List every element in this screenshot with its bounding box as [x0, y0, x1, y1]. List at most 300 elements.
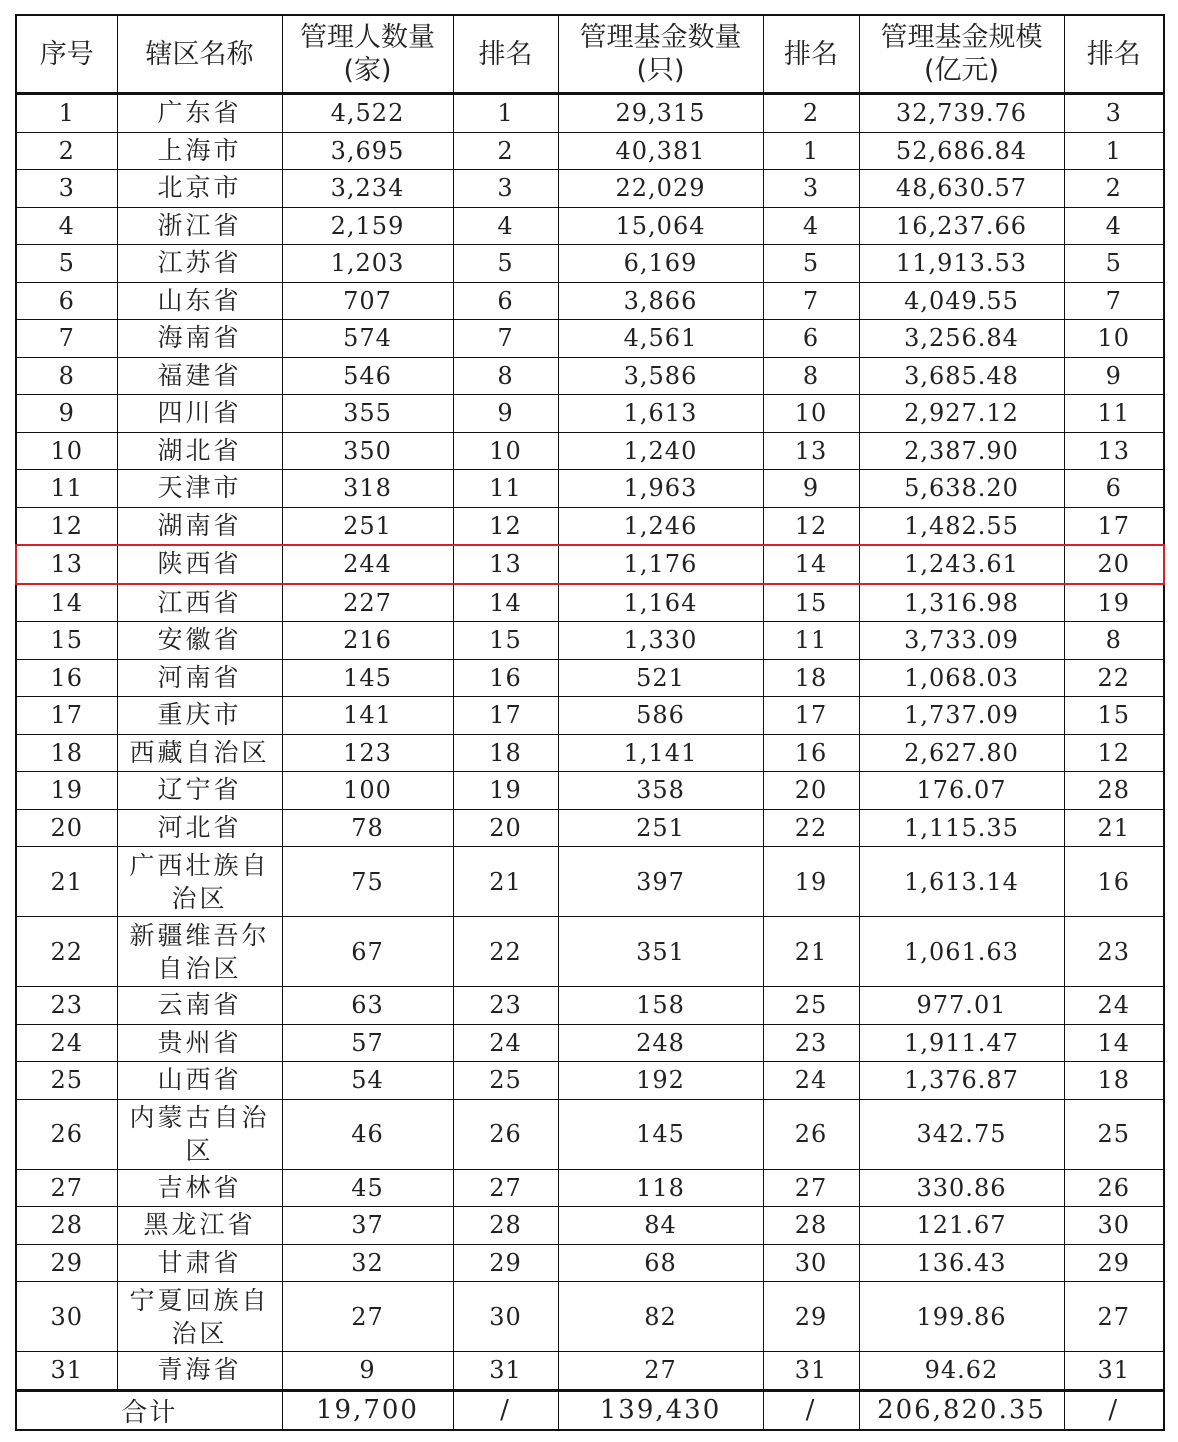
cell-index: 1 [16, 94, 117, 133]
table-row [16, 1024, 1164, 1062]
cell-rank-managers: 24 [453, 1024, 558, 1062]
cell-region: 陕西省 [117, 545, 282, 584]
total-funds: 139,430 [558, 1390, 763, 1430]
cell-rank-scale: 17 [1064, 507, 1164, 545]
cell-index: 31 [16, 1352, 117, 1391]
cell-rank-managers: 9 [453, 395, 558, 433]
header-funds-line1: 管理基金数量 [579, 22, 742, 53]
cell-managers: 9 [282, 1352, 453, 1391]
cell-rank-managers: 22 [453, 917, 558, 987]
total-rank-managers: / [453, 1390, 558, 1430]
cell-index: 3 [16, 170, 117, 208]
cell-managers: 145 [282, 659, 453, 697]
cell-rank-funds: 17 [763, 697, 859, 735]
cell-funds: 1,963 [558, 470, 763, 508]
cell-region: 河南省 [117, 659, 282, 697]
cell-rank-funds: 8 [763, 357, 859, 395]
cell-managers: 54 [282, 1062, 453, 1100]
cell-rank-managers: 5 [453, 245, 558, 283]
cell-funds: 586 [558, 697, 763, 735]
cell-region: 宁夏回族自治区 [117, 1282, 282, 1352]
cell-region: 江苏省 [117, 245, 282, 283]
cell-funds: 27 [558, 1352, 763, 1391]
cell-rank-scale: 8 [1064, 622, 1164, 660]
cell-region: 湖北省 [117, 432, 282, 470]
cell-rank-funds: 10 [763, 395, 859, 433]
table-row [16, 659, 1164, 697]
cell-scale: 1,376.87 [859, 1062, 1064, 1100]
cell-scale: 11,913.53 [859, 245, 1064, 283]
cell-funds: 397 [558, 847, 763, 917]
cell-managers: 244 [282, 545, 453, 584]
header-region: 辖区名称 [117, 15, 282, 94]
cell-region: 贵州省 [117, 1024, 282, 1062]
cell-rank-managers: 16 [453, 659, 558, 697]
cell-rank-scale: 31 [1064, 1352, 1164, 1391]
cell-rank-scale: 30 [1064, 1207, 1164, 1245]
cell-funds: 1,246 [558, 507, 763, 545]
header-managers-line1: 管理人数量 [300, 22, 435, 53]
total-rank-funds: / [763, 1390, 859, 1430]
cell-rank-funds: 23 [763, 1024, 859, 1062]
cell-region: 黑龙江省 [117, 1207, 282, 1245]
cell-rank-funds: 5 [763, 245, 859, 283]
cell-funds: 118 [558, 1169, 763, 1207]
cell-scale: 3,685.48 [859, 357, 1064, 395]
table-row [16, 1282, 1164, 1352]
cell-rank-managers: 18 [453, 734, 558, 772]
cell-scale: 1,115.35 [859, 809, 1064, 847]
cell-rank-managers: 14 [453, 584, 558, 622]
cell-rank-scale: 18 [1064, 1062, 1164, 1100]
cell-managers: 63 [282, 987, 453, 1025]
total-row [16, 1390, 1164, 1430]
table-row [16, 170, 1164, 208]
cell-managers: 45 [282, 1169, 453, 1207]
cell-index: 23 [16, 987, 117, 1025]
header-rank-scale: 排名 [1064, 15, 1164, 94]
cell-scale: 48,630.57 [859, 170, 1064, 208]
header-rank-funds: 排名 [763, 15, 859, 94]
cell-rank-funds: 18 [763, 659, 859, 697]
header-scale [859, 15, 1064, 94]
cell-scale: 3,733.09 [859, 622, 1064, 660]
cell-funds: 358 [558, 772, 763, 810]
cell-region: 山西省 [117, 1062, 282, 1100]
cell-region: 北京市 [117, 170, 282, 208]
cell-region: 重庆市 [117, 697, 282, 735]
cell-scale: 1,737.09 [859, 697, 1064, 735]
table-row [16, 507, 1164, 545]
table-row [16, 357, 1164, 395]
cell-rank-scale: 5 [1064, 245, 1164, 283]
table-row [16, 697, 1164, 735]
cell-managers: 3,695 [282, 132, 453, 170]
cell-index: 22 [16, 917, 117, 987]
cell-managers: 355 [282, 395, 453, 433]
cell-region: 浙江省 [117, 207, 282, 245]
table-row [16, 772, 1164, 810]
cell-rank-managers: 23 [453, 987, 558, 1025]
cell-rank-scale: 19 [1064, 584, 1164, 622]
cell-funds: 40,381 [558, 132, 763, 170]
cell-managers: 57 [282, 1024, 453, 1062]
cell-funds: 251 [558, 809, 763, 847]
table-row [16, 320, 1164, 358]
cell-rank-scale: 6 [1064, 470, 1164, 508]
cell-scale: 1,613.14 [859, 847, 1064, 917]
table-row [16, 94, 1164, 133]
cell-index: 29 [16, 1244, 117, 1282]
cell-rank-funds: 15 [763, 584, 859, 622]
cell-rank-managers: 2 [453, 132, 558, 170]
cell-managers: 2,159 [282, 207, 453, 245]
header-funds-line2: (只) [636, 55, 685, 86]
cell-funds: 15,064 [558, 207, 763, 245]
cell-scale: 1,911.47 [859, 1024, 1064, 1062]
table-row [16, 1352, 1164, 1391]
cell-rank-scale: 10 [1064, 320, 1164, 358]
header-scale-line1: 管理基金规模 [880, 22, 1043, 53]
table-row [16, 395, 1164, 433]
cell-region: 湖南省 [117, 507, 282, 545]
table-header [16, 15, 1164, 94]
cell-rank-funds: 1 [763, 132, 859, 170]
cell-funds: 22,029 [558, 170, 763, 208]
cell-rank-funds: 3 [763, 170, 859, 208]
cell-rank-funds: 11 [763, 622, 859, 660]
cell-rank-scale: 27 [1064, 1282, 1164, 1352]
cell-scale: 342.75 [859, 1099, 1064, 1169]
cell-funds: 82 [558, 1282, 763, 1352]
cell-rank-managers: 25 [453, 1062, 558, 1100]
cell-rank-scale: 16 [1064, 847, 1164, 917]
cell-index: 14 [16, 584, 117, 622]
cell-scale: 1,068.03 [859, 659, 1064, 697]
cell-funds: 3,866 [558, 282, 763, 320]
cell-managers: 227 [282, 584, 453, 622]
total-label: 合计 [16, 1390, 282, 1430]
cell-rank-scale: 28 [1064, 772, 1164, 810]
cell-index: 4 [16, 207, 117, 245]
table-row [16, 207, 1164, 245]
cell-managers: 46 [282, 1099, 453, 1169]
cell-region: 云南省 [117, 987, 282, 1025]
cell-managers: 141 [282, 697, 453, 735]
table-row [16, 132, 1164, 170]
cell-funds: 3,586 [558, 357, 763, 395]
cell-index: 7 [16, 320, 117, 358]
cell-rank-managers: 12 [453, 507, 558, 545]
header-row [16, 15, 1164, 94]
cell-rank-scale: 26 [1064, 1169, 1164, 1207]
header-funds [558, 15, 763, 94]
cell-rank-managers: 30 [453, 1282, 558, 1352]
cell-region: 内蒙古自治区 [117, 1099, 282, 1169]
cell-index: 13 [16, 545, 117, 584]
cell-index: 11 [16, 470, 117, 508]
cell-funds: 29,315 [558, 94, 763, 133]
cell-rank-scale: 2 [1064, 170, 1164, 208]
cell-rank-managers: 11 [453, 470, 558, 508]
cell-index: 9 [16, 395, 117, 433]
cell-rank-managers: 29 [453, 1244, 558, 1282]
cell-rank-managers: 4 [453, 207, 558, 245]
cell-index: 8 [16, 357, 117, 395]
cell-rank-funds: 12 [763, 507, 859, 545]
cell-index: 19 [16, 772, 117, 810]
cell-managers: 100 [282, 772, 453, 810]
cell-index: 27 [16, 1169, 117, 1207]
cell-managers: 27 [282, 1282, 453, 1352]
cell-rank-funds: 20 [763, 772, 859, 810]
table-row [16, 917, 1164, 987]
cell-rank-funds: 26 [763, 1099, 859, 1169]
header-managers-line2: (家) [343, 55, 392, 86]
cell-scale: 1,316.98 [859, 584, 1064, 622]
cell-region: 四川省 [117, 395, 282, 433]
cell-managers: 707 [282, 282, 453, 320]
cell-funds: 248 [558, 1024, 763, 1062]
cell-funds: 521 [558, 659, 763, 697]
header-index: 序号 [16, 15, 117, 94]
cell-scale: 136.43 [859, 1244, 1064, 1282]
cell-funds: 192 [558, 1062, 763, 1100]
cell-rank-funds: 21 [763, 917, 859, 987]
cell-rank-managers: 21 [453, 847, 558, 917]
cell-managers: 123 [282, 734, 453, 772]
cell-rank-funds: 14 [763, 545, 859, 584]
cell-managers: 350 [282, 432, 453, 470]
cell-rank-funds: 30 [763, 1244, 859, 1282]
cell-index: 26 [16, 1099, 117, 1169]
cell-region: 吉林省 [117, 1169, 282, 1207]
cell-managers: 216 [282, 622, 453, 660]
cell-scale: 4,049.55 [859, 282, 1064, 320]
cell-rank-funds: 29 [763, 1282, 859, 1352]
cell-index: 16 [16, 659, 117, 697]
cell-managers: 37 [282, 1207, 453, 1245]
cell-managers: 3,234 [282, 170, 453, 208]
table-row [16, 1244, 1164, 1282]
cell-scale: 2,627.80 [859, 734, 1064, 772]
cell-region: 广西壮族自治区 [117, 847, 282, 917]
cell-scale: 2,387.90 [859, 432, 1064, 470]
header-managers [282, 15, 453, 94]
cell-rank-scale: 7 [1064, 282, 1164, 320]
fund-manager-table [15, 14, 1165, 1431]
cell-region: 安徽省 [117, 622, 282, 660]
cell-index: 30 [16, 1282, 117, 1352]
cell-funds: 158 [558, 987, 763, 1025]
cell-rank-scale: 22 [1064, 659, 1164, 697]
cell-rank-scale: 11 [1064, 395, 1164, 433]
cell-funds: 351 [558, 917, 763, 987]
cell-funds: 1,176 [558, 545, 763, 584]
cell-rank-funds: 31 [763, 1352, 859, 1391]
cell-managers: 32 [282, 1244, 453, 1282]
cell-scale: 1,243.61 [859, 545, 1064, 584]
cell-index: 17 [16, 697, 117, 735]
cell-region: 青海省 [117, 1352, 282, 1391]
cell-funds: 6,169 [558, 245, 763, 283]
cell-rank-scale: 29 [1064, 1244, 1164, 1282]
cell-rank-funds: 6 [763, 320, 859, 358]
table-footer [16, 1390, 1164, 1430]
cell-rank-managers: 26 [453, 1099, 558, 1169]
cell-rank-scale: 25 [1064, 1099, 1164, 1169]
cell-managers: 574 [282, 320, 453, 358]
cell-scale: 977.01 [859, 987, 1064, 1025]
cell-rank-scale: 24 [1064, 987, 1164, 1025]
header-rank-managers: 排名 [453, 15, 558, 94]
cell-rank-scale: 15 [1064, 697, 1164, 735]
cell-scale: 16,237.66 [859, 207, 1064, 245]
cell-rank-scale: 4 [1064, 207, 1164, 245]
cell-rank-funds: 28 [763, 1207, 859, 1245]
cell-rank-managers: 13 [453, 545, 558, 584]
cell-rank-managers: 8 [453, 357, 558, 395]
cell-region: 西藏自治区 [117, 734, 282, 772]
cell-scale: 3,256.84 [859, 320, 1064, 358]
cell-rank-managers: 17 [453, 697, 558, 735]
table-row [16, 1099, 1164, 1169]
cell-rank-managers: 31 [453, 1352, 558, 1391]
table-row [16, 809, 1164, 847]
cell-index: 28 [16, 1207, 117, 1245]
table-row [16, 987, 1164, 1025]
cell-managers: 78 [282, 809, 453, 847]
table-row [16, 545, 1164, 584]
cell-scale: 5,638.20 [859, 470, 1064, 508]
cell-rank-funds: 16 [763, 734, 859, 772]
cell-scale: 1,482.55 [859, 507, 1064, 545]
cell-rank-scale: 1 [1064, 132, 1164, 170]
cell-rank-managers: 10 [453, 432, 558, 470]
table-row [16, 1062, 1164, 1100]
table-row [16, 622, 1164, 660]
cell-rank-funds: 22 [763, 809, 859, 847]
cell-region: 海南省 [117, 320, 282, 358]
cell-managers: 1,203 [282, 245, 453, 283]
table-row [16, 282, 1164, 320]
cell-rank-managers: 1 [453, 94, 558, 133]
cell-rank-funds: 13 [763, 432, 859, 470]
cell-funds: 4,561 [558, 320, 763, 358]
cell-index: 25 [16, 1062, 117, 1100]
cell-rank-scale: 3 [1064, 94, 1164, 133]
cell-index: 21 [16, 847, 117, 917]
cell-funds: 68 [558, 1244, 763, 1282]
cell-region: 辽宁省 [117, 772, 282, 810]
cell-managers: 251 [282, 507, 453, 545]
cell-rank-managers: 20 [453, 809, 558, 847]
cell-managers: 75 [282, 847, 453, 917]
cell-region: 上海市 [117, 132, 282, 170]
cell-region: 天津市 [117, 470, 282, 508]
cell-region: 福建省 [117, 357, 282, 395]
table-row [16, 1169, 1164, 1207]
cell-scale: 330.86 [859, 1169, 1064, 1207]
cell-rank-managers: 27 [453, 1169, 558, 1207]
cell-index: 6 [16, 282, 117, 320]
cell-rank-scale: 23 [1064, 917, 1164, 987]
cell-rank-funds: 24 [763, 1062, 859, 1100]
cell-region: 新疆维吾尔自治区 [117, 917, 282, 987]
cell-scale: 1,061.63 [859, 917, 1064, 987]
cell-region: 江西省 [117, 584, 282, 622]
table-row [16, 245, 1164, 283]
cell-region: 河北省 [117, 809, 282, 847]
cell-rank-managers: 28 [453, 1207, 558, 1245]
cell-scale: 2,927.12 [859, 395, 1064, 433]
cell-index: 20 [16, 809, 117, 847]
cell-index: 15 [16, 622, 117, 660]
table-row [16, 847, 1164, 917]
cell-rank-funds: 7 [763, 282, 859, 320]
cell-rank-funds: 19 [763, 847, 859, 917]
table-row [16, 1207, 1164, 1245]
cell-scale: 94.62 [859, 1352, 1064, 1391]
cell-index: 24 [16, 1024, 117, 1062]
table-row [16, 584, 1164, 622]
cell-index: 5 [16, 245, 117, 283]
cell-funds: 145 [558, 1099, 763, 1169]
cell-rank-scale: 9 [1064, 357, 1164, 395]
header-scale-line2: (亿元) [923, 55, 1000, 86]
cell-funds: 1,330 [558, 622, 763, 660]
cell-rank-managers: 19 [453, 772, 558, 810]
table-row [16, 470, 1164, 508]
cell-funds: 1,613 [558, 395, 763, 433]
cell-funds: 1,141 [558, 734, 763, 772]
cell-rank-scale: 21 [1064, 809, 1164, 847]
table-wrapper [15, 14, 1163, 1431]
cell-rank-funds: 4 [763, 207, 859, 245]
cell-scale: 121.67 [859, 1207, 1064, 1245]
cell-managers: 546 [282, 357, 453, 395]
cell-rank-scale: 13 [1064, 432, 1164, 470]
cell-scale: 176.07 [859, 772, 1064, 810]
cell-scale: 199.86 [859, 1282, 1064, 1352]
cell-rank-funds: 25 [763, 987, 859, 1025]
cell-funds: 1,164 [558, 584, 763, 622]
cell-managers: 4,522 [282, 94, 453, 133]
cell-index: 2 [16, 132, 117, 170]
table-row [16, 734, 1164, 772]
cell-scale: 32,739.76 [859, 94, 1064, 133]
cell-region: 山东省 [117, 282, 282, 320]
cell-rank-funds: 9 [763, 470, 859, 508]
cell-rank-managers: 3 [453, 170, 558, 208]
cell-rank-scale: 14 [1064, 1024, 1164, 1062]
cell-scale: 52,686.84 [859, 132, 1064, 170]
cell-funds: 1,240 [558, 432, 763, 470]
cell-rank-funds: 2 [763, 94, 859, 133]
cell-managers: 318 [282, 470, 453, 508]
cell-rank-managers: 15 [453, 622, 558, 660]
cell-index: 18 [16, 734, 117, 772]
cell-region: 甘肃省 [117, 1244, 282, 1282]
cell-index: 10 [16, 432, 117, 470]
table-row [16, 432, 1164, 470]
cell-rank-funds: 27 [763, 1169, 859, 1207]
cell-funds: 84 [558, 1207, 763, 1245]
cell-rank-managers: 6 [453, 282, 558, 320]
cell-rank-scale: 12 [1064, 734, 1164, 772]
total-scale: 206,820.35 [859, 1390, 1064, 1430]
total-managers: 19,700 [282, 1390, 453, 1430]
